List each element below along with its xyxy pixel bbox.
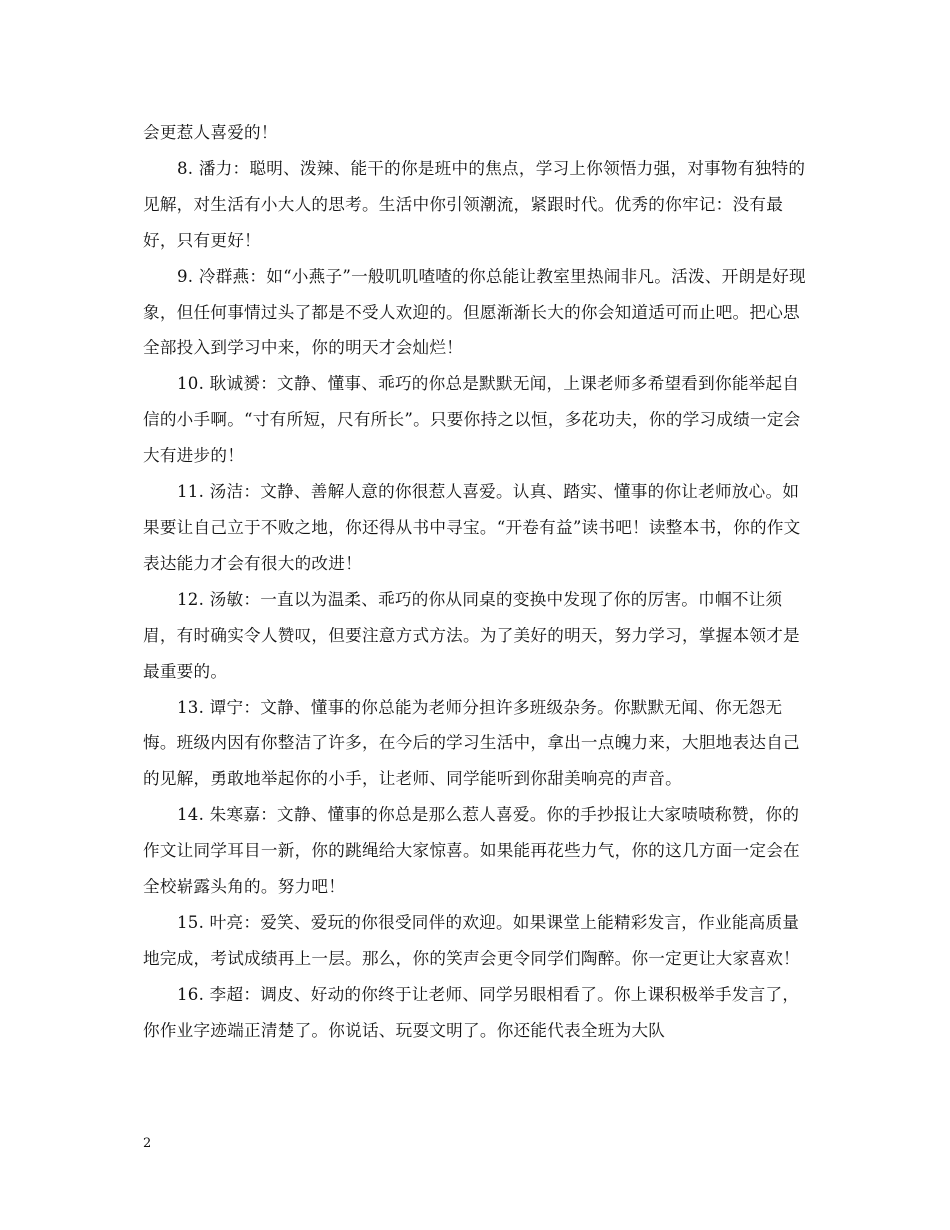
comment-paragraph-16: 16. 李超：调皮、好动的你终于让老师、同学另眼相看了。你上课积极举手发言了，你作业字迹端正清楚了。你说话、玩耍文明了。你还能代表全班为大队 [143, 984, 800, 1040]
comment-paragraph-10: 10. 耿诚赟：文静、懂事、乖巧的你总是默默无闻，上课老师多希望看到你能举起自信的小手啊。“寸有所短，尺有所长”。只要你持之以恒，多花功夫，你的学习成绩一定会大有进步的！ [143, 374, 801, 466]
continuation-text: 会更惹人喜爱的！ [143, 123, 278, 142]
comment-paragraph-9: 9. 冷群燕：如“小燕子”一般叽叽喳喳的你总能让教室里热闹非凡。活泼、开朗是好现象，但任何事情过头了都是不受人欢迎的。但愿渐渐长大的你会知道适可而止吧。把心思全部投入到学习中来，你的明天才会灿烂！ [143, 266, 806, 358]
comment-paragraph-8: 8. 潘力：聪明、泼辣、能干的你是班中的焦点，学习上你领悟力强，对事物有独特的见解，对生活有小大人的思考。生活中你引领潮流，紧跟时代。优秀的你牢记：没有最好，只有更好！ [143, 158, 806, 250]
comment-paragraph-15: 15. 叶亮：爱笑、爱玩的你很受同伴的欢迎。如果课堂上能精彩发言，作业能高质量地完成，考试成绩再上一层。那么，你的笑声会更令同学们陶醉。你一定更让大家喜欢！ [143, 912, 800, 968]
comment-paragraph-14: 14. 朱寒嘉：文静、懂事的你总是那么惹人喜爱。你的手抄报让大家啧啧称赞，你的作文让同学耳目一新，你的跳绳给大家惊喜。如果能再花些力气，你的这几方面一定会在全校崭露头角的。努力吧！ [143, 805, 800, 897]
comment-paragraph-11: 11. 汤洁：文静、善解人意的你很惹人喜爱。认真、踏实、懂事的你让老师放心。如果要让自己立于不败之地，你还得从书中寻宝。“开卷有益”读书吧！读整本书，你的作文表达能力才会有很大的改进！ [143, 482, 801, 573]
page-body [143, 115, 811, 1049]
page-number: 2 [143, 1136, 152, 1151]
comment-paragraph-13: 13. 谭宁：文静、懂事的你总能为老师分担许多班级杂务。你默默无闻、你无怨无悔。班级内因有你整洁了许多，在今后的学习生活中，拿出一点魄力来，大胆地表达自己的见解，勇敢地举起你的小手，让老师、同学能听到你甜美响亮的声音。 [143, 697, 800, 789]
comment-paragraph-12: 12. 汤敏：一直以为温柔、乖巧的你从同桌的变换中发现了你的厉害。巾帼不让须眉，有时确实令人赞叹，但要注意方式方法。为了美好的明天，努力学习，掌握本领才是最重要的。 [143, 589, 800, 681]
